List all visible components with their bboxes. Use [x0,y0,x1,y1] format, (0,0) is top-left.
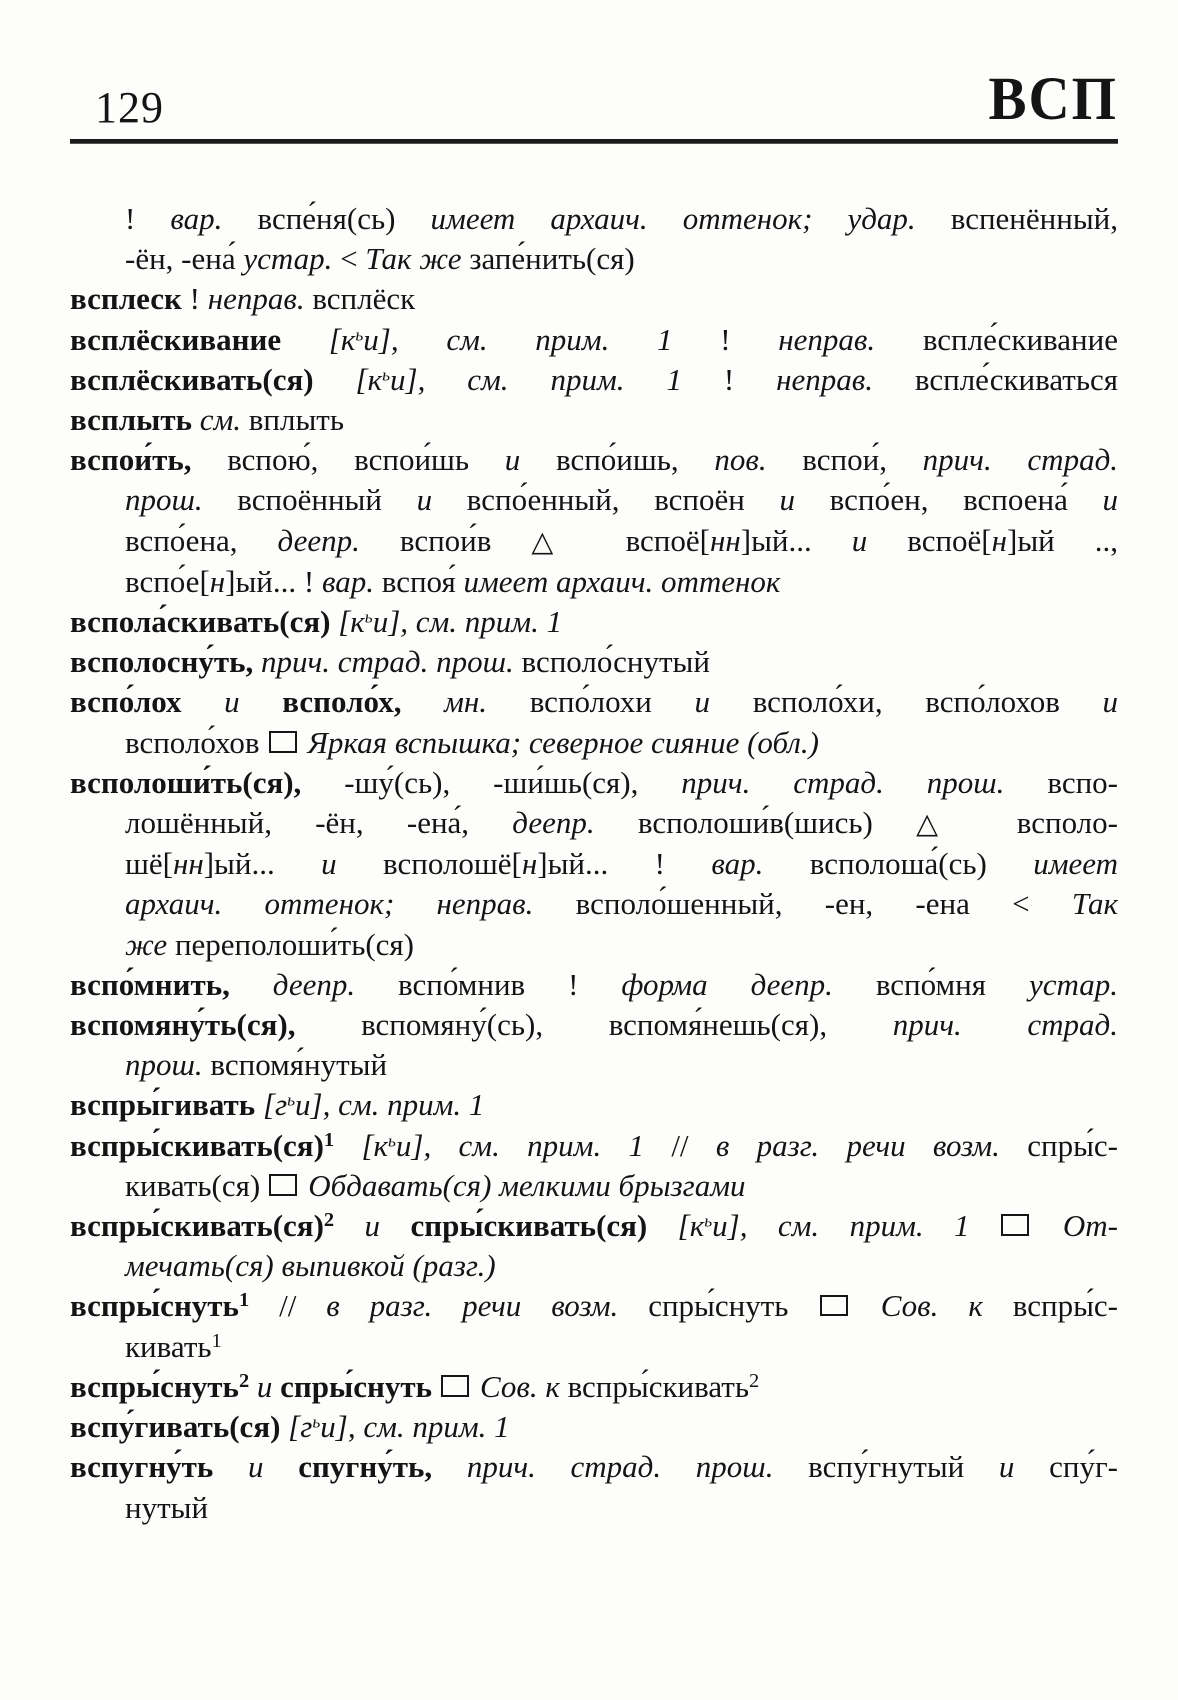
dictionary-line [70,642,1118,682]
text-segment: // [671,1127,716,1163]
text-segment: запе́нить(ся) [469,241,635,277]
text-segment: и], см. прим. 1 [390,361,724,397]
text-segment: н [209,563,226,599]
dictionary-line [70,1488,1118,1528]
dictionary-line [70,925,1118,965]
text-segment: и [416,482,467,518]
text-segment: Яркая вспышка; северное сияние (обл.) [299,724,819,760]
text-segment: всполоши́ть(ся), [70,764,345,800]
text-segment: [к [361,1127,389,1163]
text-segment: мечать(ся) выпивкой (разг.) [125,1248,496,1284]
dictionary-line [70,723,1118,763]
text-segment: ь [312,1412,321,1432]
text-segment: неправ. [778,321,923,357]
text-segment: Обдавать(ся) мелкими брызгами [300,1167,746,1203]
text-segment: ]ый... ! [225,563,322,599]
text-segment: ь [287,1090,296,1110]
text-segment: вспры́снуть [70,1288,239,1324]
text-segment: и], см. прим. 1 [320,1409,510,1445]
dictionary-line [70,1447,1118,1487]
text-segment: шё[ [125,846,173,882]
text-segment: вспле́скиваться [914,361,1118,397]
text-segment: 2 [749,1369,760,1392]
text-segment: нутый [125,1489,209,1525]
text-segment: вспо́енный, вспоён [466,482,780,518]
text-segment: см. [199,402,249,438]
text-segment: всполо́хов [125,724,268,760]
text-segment: же [125,926,175,962]
text-segment: и], см. прим. 1 [295,1087,485,1123]
text-segment: [к [355,361,383,397]
text-segment: вспомяну́(сь), вспомя́нешь(ся), [361,1007,893,1043]
text-segment: в разг. речи возм. [326,1288,649,1324]
phonetic-marker-icon: △ [916,807,974,841]
text-segment: вспоя́ [381,563,464,599]
dictionary-line [70,884,1118,924]
text-segment: н [991,522,1008,558]
text-segment: вплыть [248,402,344,438]
text-segment: 1 [323,1128,335,1151]
text-segment: // [249,1288,327,1324]
text-segment: вспо́е[ [125,563,210,599]
dictionary-line [70,320,1118,360]
text-segment: вспенённый, [950,201,1118,236]
text-segment: [к [328,321,356,357]
dictionary-line [70,521,1118,562]
text-segment: и [504,442,556,478]
text-segment: ]ый... [203,846,322,882]
text-segment: нн [709,522,741,558]
text-segment: и], см. прим. 1 [372,604,563,640]
text-segment: вспо́мня [875,966,1029,1002]
text-segment: спры́с- [1027,1127,1118,1163]
text-segment: переполоши́ть(ся) [174,926,415,962]
phonetic-marker-icon: △ [531,524,586,558]
text-segment: спры́скивать(ся) [410,1208,678,1244]
text-segment: вспу́гивать(ся) [70,1409,289,1445]
text-segment: имеет [1033,846,1119,882]
dictionary-line [70,440,1118,480]
text-segment: вар. [170,201,258,236]
text-segment: ]ый .., [1007,522,1118,558]
dictionary-line [70,844,1118,884]
text-segment: и [851,522,908,558]
dictionary-line [70,1327,1118,1367]
text-segment: вспою́, вспои́шь [227,442,505,478]
text-segment: архаич. оттенок; неправ. [125,886,576,922]
text-segment: Сов. к [472,1368,568,1404]
dictionary-line [70,1206,1118,1246]
text-segment: вспо́лохи [529,684,695,720]
text-segment: устар. [1028,966,1118,1002]
text-segment: вспоённый [237,482,417,518]
text-segment: [к [677,1208,705,1244]
text-segment: -ён, -ена́ [125,241,244,277]
text-segment: прич. страд. [892,1007,1118,1043]
dictionary-line [70,562,1118,602]
text-segment: От- [1032,1208,1118,1244]
text-segment: пов. [714,442,803,478]
text-segment: деепр. [272,966,399,1002]
dictionary-line [70,763,1118,803]
text-segment: ь [364,607,373,627]
text-segment: всполо́хи, вспо́лохов [752,684,1103,720]
text-segment: -шу́(сь), -ши́шь(ся), [344,764,682,800]
dictionary-line [70,480,1118,520]
dictionary-line [70,199,1118,239]
page-number: 129 [95,83,164,132]
text-segment: и], см. прим. 1 [395,1127,672,1163]
text-segment: ]ый... ! [537,846,712,882]
text-segment: вспо́ена, [125,522,278,558]
text-segment: деепр. [512,805,638,841]
text-segment: вспола́скивать(ся) [70,604,339,640]
text-segment: ! [723,361,777,397]
text-segment: вспои́ть, [70,442,228,478]
definition-marker-icon [820,1295,848,1317]
text-segment: Сов. к [850,1288,1013,1324]
text-segment: ь [355,325,364,345]
text-segment: вспои́в [399,522,532,558]
definition-marker-icon [269,1174,297,1196]
text-segment: вспе́ня(сь) [257,201,431,236]
text-segment: вспо- [1047,764,1118,800]
dictionary-line [70,1367,1118,1407]
text-segment: и [224,684,283,720]
header-rule [70,139,1118,143]
text-segment: и [779,482,830,518]
text-segment: всплёскивать(ся) [70,361,356,397]
text-segment: и], см. прим. 1 [712,1208,1000,1244]
text-segment: [г [262,1087,288,1123]
dictionary-line [70,360,1118,400]
text-segment: вспоё[ [907,522,992,558]
dictionary-line [70,602,1118,642]
text-segment: < [340,241,366,277]
text-segment: всполошё[ [383,846,522,882]
text-segment: 2 [323,1208,335,1231]
text-segment: вспомяну́ть(ся), [70,1007,362,1043]
text-segment: [к [338,604,365,640]
text-segment: спу́г- [1049,1449,1118,1485]
text-segment: деепр. [277,522,400,558]
text-segment: вспомя́нутый [210,1047,388,1083]
text-segment: вспо́мнить, [70,966,273,1002]
dictionary-line [70,1246,1118,1286]
text-segment: и [321,846,384,882]
text-segment [334,1208,364,1243]
text-segment: всполо́х, [282,684,445,720]
dictionary-line [70,965,1118,1005]
text-segment: вспры́с- [1012,1288,1118,1324]
text-segment: вспу́гнутый [808,1449,999,1485]
text-segment: вспры́снуть [70,1368,239,1404]
text-segment: всполоша́(сь) [809,846,1034,882]
dictionary-line [70,1286,1118,1326]
text-segment: всполо́шенный, -ен, -ена < [575,886,1072,922]
text-segment: вспоё[ [585,522,710,558]
text-segment: вспры́скивать(ся) [70,1208,324,1244]
text-segment: и [248,1449,299,1485]
dictionary-line [70,239,1118,279]
text-segment: Так же [365,241,470,277]
text-segment: всплеск [70,281,190,317]
text-segment: Так [1071,886,1118,922]
dictionary-line [70,1005,1118,1045]
text-segment: ! [720,321,779,357]
dictionary-line [70,803,1118,844]
text-segment: вспры́гивать [70,1087,263,1123]
text-segment: вспо́мнив ! [398,966,622,1002]
text-segment: ! [189,281,208,317]
dictionary-line [70,279,1118,319]
text-segment: нн [172,846,204,882]
dictionary-line [70,1085,1118,1125]
page-header [70,64,1118,134]
text-segment: вспо́лох [70,684,225,720]
dictionary-line [70,1407,1118,1447]
text-segment: ь [388,1131,396,1151]
text-segment: неправ. [207,281,313,317]
text-segment: [г [288,1409,313,1445]
text-segment: 1 [211,1329,222,1352]
text-segment [249,1369,257,1404]
text-segment: кивать(ся) [125,1167,268,1203]
text-segment: и [1102,482,1119,518]
definition-marker-icon [1001,1214,1029,1236]
text-segment: прош. [125,482,238,518]
text-segment: прич. страд. прош. [260,644,522,680]
text-segment: прич. страд. [922,442,1119,478]
text-segment: форма деепр. [621,966,876,1002]
text-segment: прич. страд. прош. [466,1449,809,1485]
text-segment: устар. [243,241,341,277]
text-segment: кивать [125,1328,212,1364]
text-segment: вспо́ишь, [555,442,715,478]
text-segment: всполосну́ть, [70,644,261,680]
definition-marker-icon [269,731,297,753]
dictionary-line [70,1045,1118,1085]
text-segment: 2 [238,1369,250,1392]
text-segment: лошённый, -ён, -ена́, [125,805,513,841]
text-segment: вспле́скивание [922,321,1118,357]
text-segment: ]ый... [740,522,852,558]
text-segment: вар. [321,563,382,599]
text-segment: вспугну́ть [70,1449,248,1485]
text-segment: и [364,1208,411,1244]
text-segment: ь [382,365,391,385]
text-segment: спры́снуть [280,1368,440,1404]
text-segment: всплыть [70,402,200,438]
text-segment: вспои́, [802,442,923,478]
text-segment: вспры́скивать(ся) [70,1127,324,1163]
text-segment: вспо́ен, вспоена́ [829,482,1103,518]
text-segment: вспры́скивать [567,1368,749,1404]
section-header: ВСП [988,65,1118,134]
dictionary-text [70,199,1118,1528]
text-segment: всполоши́в(шись) [637,805,917,841]
text-segment: всполо- [973,805,1118,841]
text-segment: и [694,684,753,720]
definition-marker-icon [441,1375,469,1397]
text-segment: спугну́ть, [298,1449,467,1485]
dictionary-line [70,682,1118,722]
text-segment: имеет архаич. оттенок [463,563,781,599]
text-segment: ! [125,201,171,236]
text-segment: в разг. речи возм. [715,1127,1028,1163]
text-segment: и [1102,684,1118,720]
dictionary-line [70,400,1118,440]
text-segment: и [256,1368,281,1404]
text-segment: прич. страд. прош. [681,764,1048,800]
text-segment: 1 [238,1289,250,1312]
text-segment: спры́снуть [648,1288,819,1324]
text-segment: неправ. [776,361,915,397]
text-segment: мн. [444,684,530,720]
text-segment: и], см. прим. 1 [363,321,721,357]
text-segment: вар. [711,846,810,882]
dictionary-line [70,1126,1118,1166]
text-segment: всплёскивание [70,321,329,357]
dictionary-line [70,1166,1118,1206]
text-segment: имеет архаич. оттенок; удар. [430,201,951,236]
text-segment: прош. [125,1047,211,1083]
text-segment [334,1128,361,1163]
text-segment: всплёск [312,281,416,317]
text-segment: всполо́снутый [521,644,710,680]
text-segment: ь [704,1211,713,1231]
text-segment: и [998,1449,1050,1485]
text-segment: н [521,846,538,882]
